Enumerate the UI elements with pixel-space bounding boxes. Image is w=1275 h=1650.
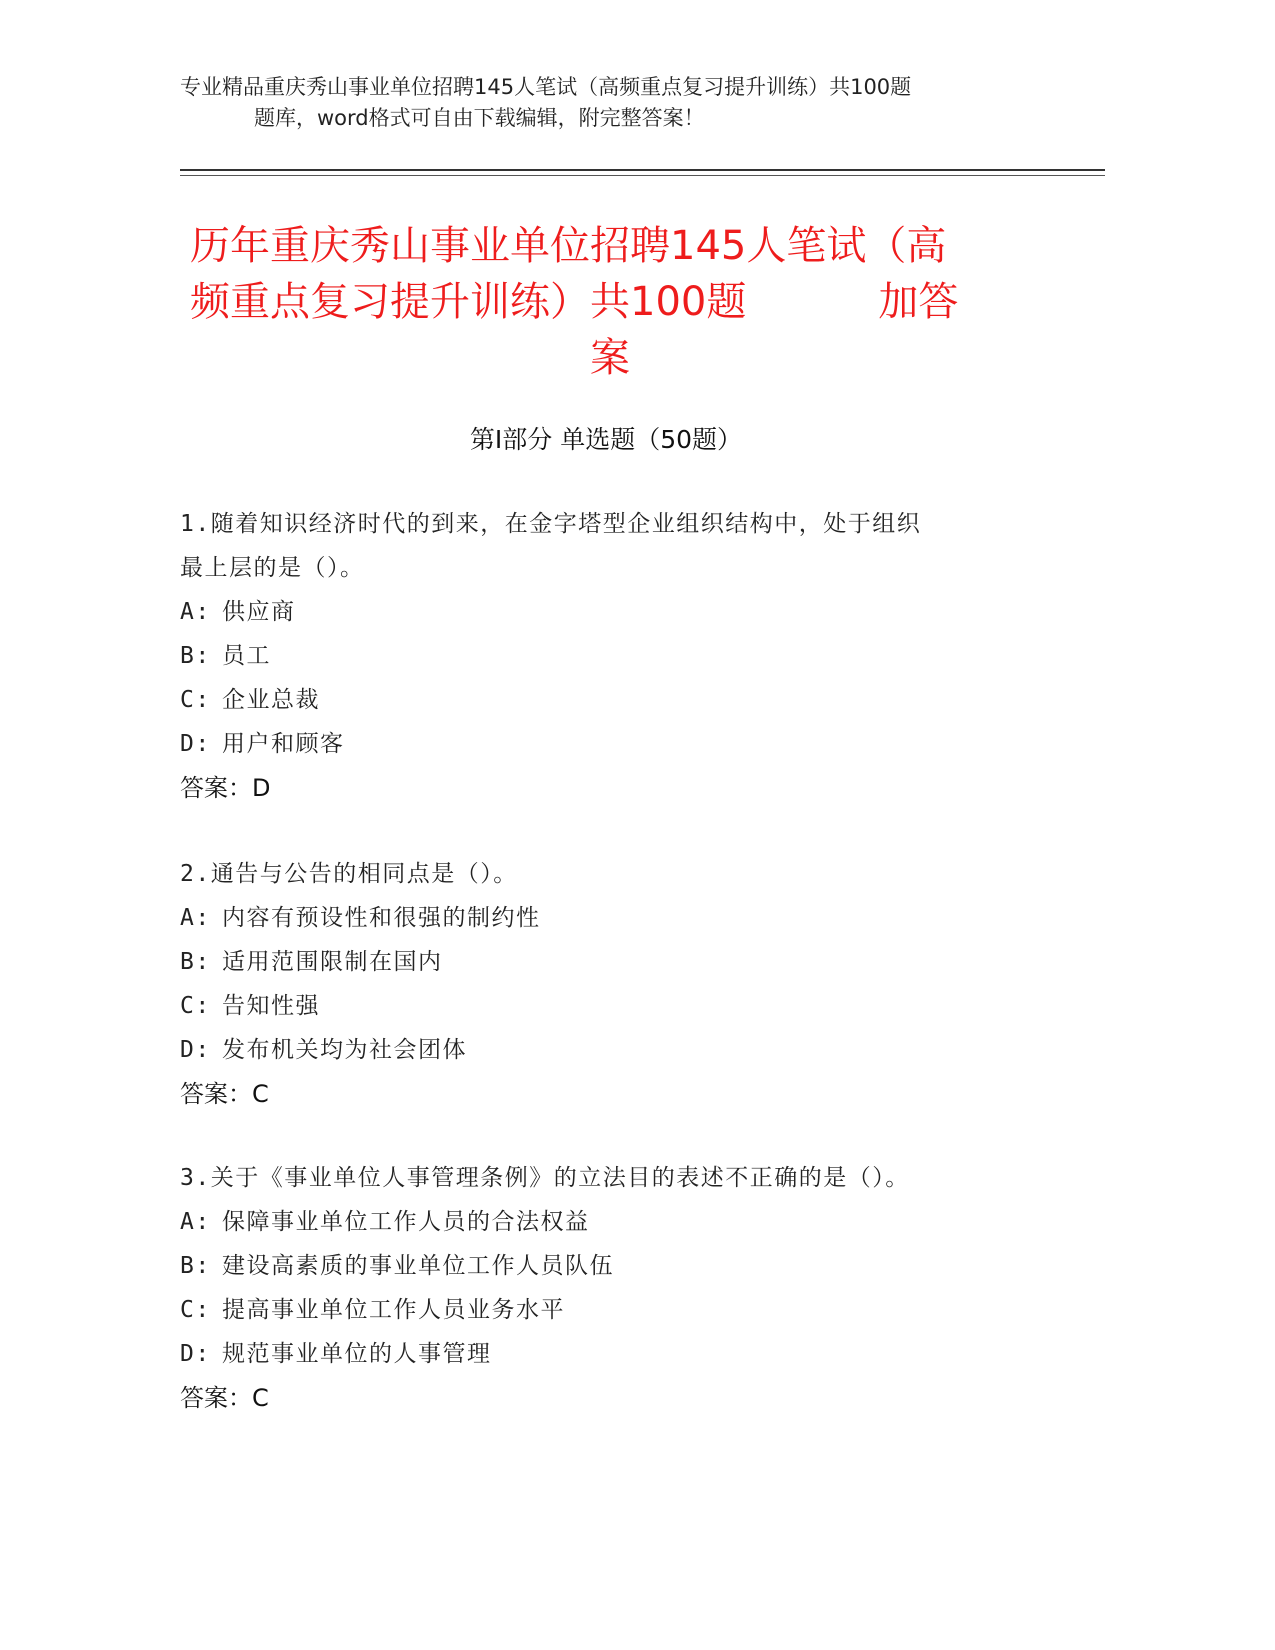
option-key: D: <box>180 1341 211 1367</box>
option-text: 用户和顾客 <box>222 731 345 757</box>
question-stem: 2.通告与公告的相同点是（）。 <box>180 861 518 887</box>
option-d <box>180 1028 1040 1072</box>
document-header-note <box>180 72 1080 134</box>
title-line-2-main: 频重点复习提升训练）共100题 <box>190 279 747 325</box>
option-text: 员工 <box>222 643 271 669</box>
option-text: 内容有预设性和很强的制约性 <box>222 905 541 931</box>
option-b <box>180 1244 1040 1288</box>
title-line-3: 案 <box>590 335 630 381</box>
option-key: C: <box>180 993 211 1019</box>
option-key: B: <box>180 643 211 669</box>
question-stem: 3.关于《事业单位人事管理条例》的立法目的表述不正确的是（）。 <box>180 1165 910 1191</box>
question-3 <box>180 1156 1040 1420</box>
question-stem-continued: 最上层的是（）。 <box>180 555 365 581</box>
option-a <box>180 590 1040 634</box>
option-d <box>180 1332 1040 1376</box>
answer-line: 答案：D <box>180 774 271 802</box>
option-text: 企业总裁 <box>222 687 320 713</box>
question-2 <box>180 852 1040 1116</box>
question-stem: 1.随着知识经济时代的到来，在金字塔型企业组织结构中，处于组织 <box>180 511 922 537</box>
header-line-1: 专业精品重庆秀山事业单位招聘145人笔试（高频重点复习提升训练）共100题 <box>180 75 912 99</box>
option-text: 发布机关均为社会团体 <box>222 1037 467 1063</box>
option-key: A: <box>180 599 211 625</box>
document-title <box>190 218 1030 386</box>
section-heading: 第Ⅰ部分 单选题（50题） <box>469 425 743 454</box>
header-line-2: 题库，word格式可自由下载编辑，附完整答案！ <box>254 106 705 130</box>
header-divider-thin <box>180 175 1105 176</box>
header-divider-thick <box>180 169 1105 171</box>
title-line-1: 历年重庆秀山事业单位招聘145人笔试（高 <box>190 223 947 269</box>
option-a <box>180 1200 1040 1244</box>
option-key: B: <box>180 949 211 975</box>
option-key: B: <box>180 1253 211 1279</box>
title-line-2-tail: 加答 <box>878 279 959 325</box>
title-line-2 <box>190 274 1030 330</box>
option-text: 保障事业单位工作人员的合法权益 <box>222 1209 590 1235</box>
option-text: 提高事业单位工作人员业务水平 <box>222 1297 565 1323</box>
question-1 <box>180 502 1040 810</box>
option-c <box>180 1288 1040 1332</box>
option-text: 规范事业单位的人事管理 <box>222 1341 492 1367</box>
option-text: 供应商 <box>222 599 296 625</box>
option-key: D: <box>180 1037 211 1063</box>
option-key: A: <box>180 1209 211 1235</box>
option-text: 建设高素质的事业单位工作人员队伍 <box>222 1253 614 1279</box>
option-c <box>180 984 1040 1028</box>
option-key: C: <box>180 687 211 713</box>
option-key: A: <box>180 905 211 931</box>
option-c <box>180 678 1040 722</box>
option-b <box>180 634 1040 678</box>
option-text: 告知性强 <box>222 993 320 1019</box>
option-text: 适用范围限制在国内 <box>222 949 443 975</box>
answer-line: 答案：C <box>180 1384 269 1412</box>
option-key: D: <box>180 731 211 757</box>
answer-line: 答案：C <box>180 1080 269 1108</box>
option-a <box>180 896 1040 940</box>
option-d <box>180 722 1040 766</box>
option-key: C: <box>180 1297 211 1323</box>
option-b <box>180 940 1040 984</box>
